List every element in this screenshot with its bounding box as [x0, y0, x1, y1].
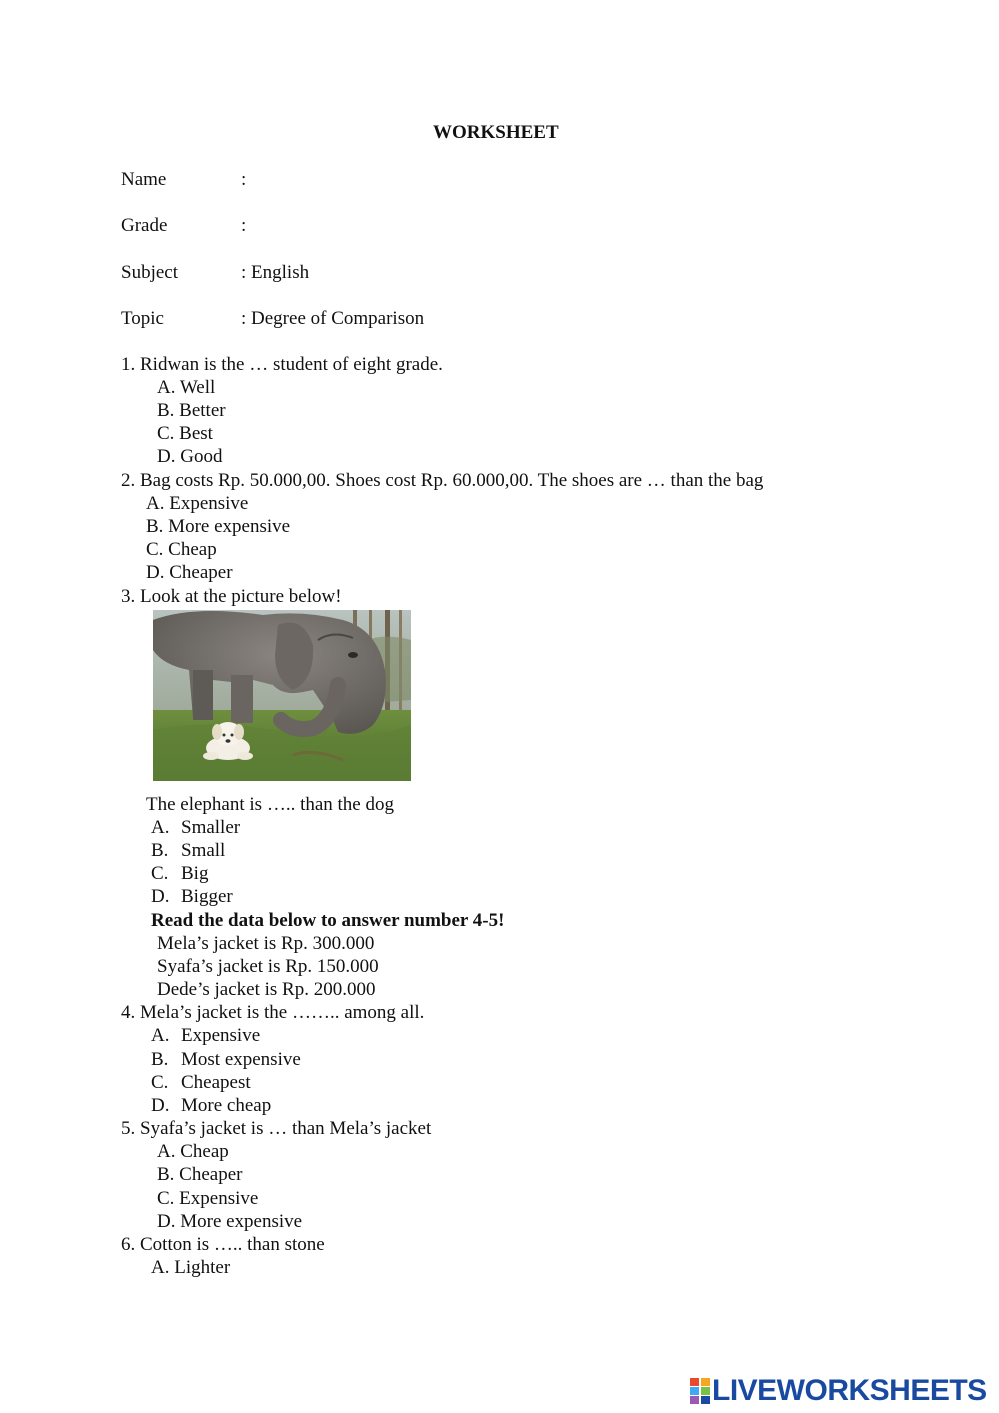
question-4-option-d[interactable]: More cheap: [181, 1095, 272, 1116]
field-topic-value: : Degree of Comparison: [241, 308, 425, 329]
field-grade-label: Grade: [121, 215, 168, 236]
data-line-syafa: Syafa’s jacket is Rp. 150.000: [157, 956, 379, 977]
question-4-option-b[interactable]: Most expensive: [181, 1049, 301, 1070]
field-topic-label: Topic: [121, 308, 164, 329]
question-4-option-c[interactable]: Cheapest: [181, 1072, 251, 1093]
field-name-label: Name: [121, 169, 167, 190]
question-1-option-d[interactable]: D. Good: [157, 446, 223, 467]
question-3-option-c[interactable]: Big: [181, 863, 209, 884]
question-2-option-d[interactable]: D. Cheaper: [146, 562, 233, 583]
question-3-option-b[interactable]: Small: [181, 840, 226, 861]
question-1-option-b[interactable]: B. Better: [157, 400, 226, 421]
question-5-option-c[interactable]: C. Expensive: [157, 1188, 259, 1209]
data-block-heading: Read the data below to answer number 4-5!: [151, 910, 505, 931]
question-4-option-d-letter[interactable]: D.: [151, 1095, 170, 1116]
liveworksheets-logo[interactable]: [690, 1374, 987, 1408]
question-5-option-d[interactable]: D. More expensive: [157, 1211, 303, 1232]
question-3-text: 3. Look at the picture below!: [121, 586, 342, 607]
question-6-option-a[interactable]: A. Lighter: [151, 1257, 231, 1278]
question-5-option-b[interactable]: B. Cheaper: [157, 1164, 243, 1185]
data-line-dede: Dede’s jacket is Rp. 200.000: [157, 979, 376, 1000]
data-line-mela: Mela’s jacket is Rp. 300.000: [157, 933, 375, 954]
liveworksheets-wordmark: LIVEWORKSHEETS: [712, 1374, 987, 1407]
field-subject-value: : English: [241, 262, 310, 283]
question-2-option-b[interactable]: B. More expensive: [146, 516, 291, 537]
question-3-option-a[interactable]: Smaller: [181, 817, 241, 838]
question-3-option-d[interactable]: Bigger: [181, 886, 233, 907]
question-4-option-c-letter[interactable]: C.: [151, 1072, 169, 1093]
question-1-text: 1. Ridwan is the … student of eight grade.: [121, 354, 443, 375]
question-2-option-c[interactable]: C. Cheap: [146, 539, 217, 560]
question-4-option-b-letter[interactable]: B.: [151, 1049, 169, 1070]
field-subject-label: Subject: [121, 262, 178, 283]
question-4-text: 4. Mela’s jacket is the …….. among all.: [121, 1002, 425, 1023]
question-1-option-a[interactable]: A. Well: [157, 377, 216, 398]
question-3-stem: The elephant is ….. than the dog: [146, 794, 394, 815]
worksheet-title: WORKSHEET: [433, 122, 559, 143]
question-3-option-d-letter[interactable]: D.: [151, 886, 170, 907]
question-2-text: 2. Bag costs Rp. 50.000,00. Shoes cost Rp. 60.000,00. The shoes are … than the bag: [121, 470, 764, 491]
question-2-option-a[interactable]: A. Expensive: [146, 493, 249, 514]
field-name-value: :: [241, 169, 247, 190]
question-1-option-c[interactable]: C. Best: [157, 423, 213, 444]
question-3-option-c-letter[interactable]: C.: [151, 863, 169, 884]
field-grade-value: :: [241, 215, 247, 236]
question-3-option-b-letter[interactable]: B.: [151, 840, 169, 861]
liveworksheets-logo-blocks-icon: [690, 1378, 710, 1404]
question-4-option-a-letter[interactable]: A.: [151, 1025, 170, 1046]
question-3-option-a-letter[interactable]: A.: [151, 817, 170, 838]
question-5-option-a[interactable]: A. Cheap: [157, 1141, 229, 1162]
question-6-text: 6. Cotton is ….. than stone: [121, 1234, 325, 1255]
elephant-and-dog-photo: [153, 610, 411, 781]
question-5-text: 5. Syafa’s jacket is … than Mela’s jacket: [121, 1118, 432, 1139]
question-4-option-a[interactable]: Expensive: [181, 1025, 261, 1046]
